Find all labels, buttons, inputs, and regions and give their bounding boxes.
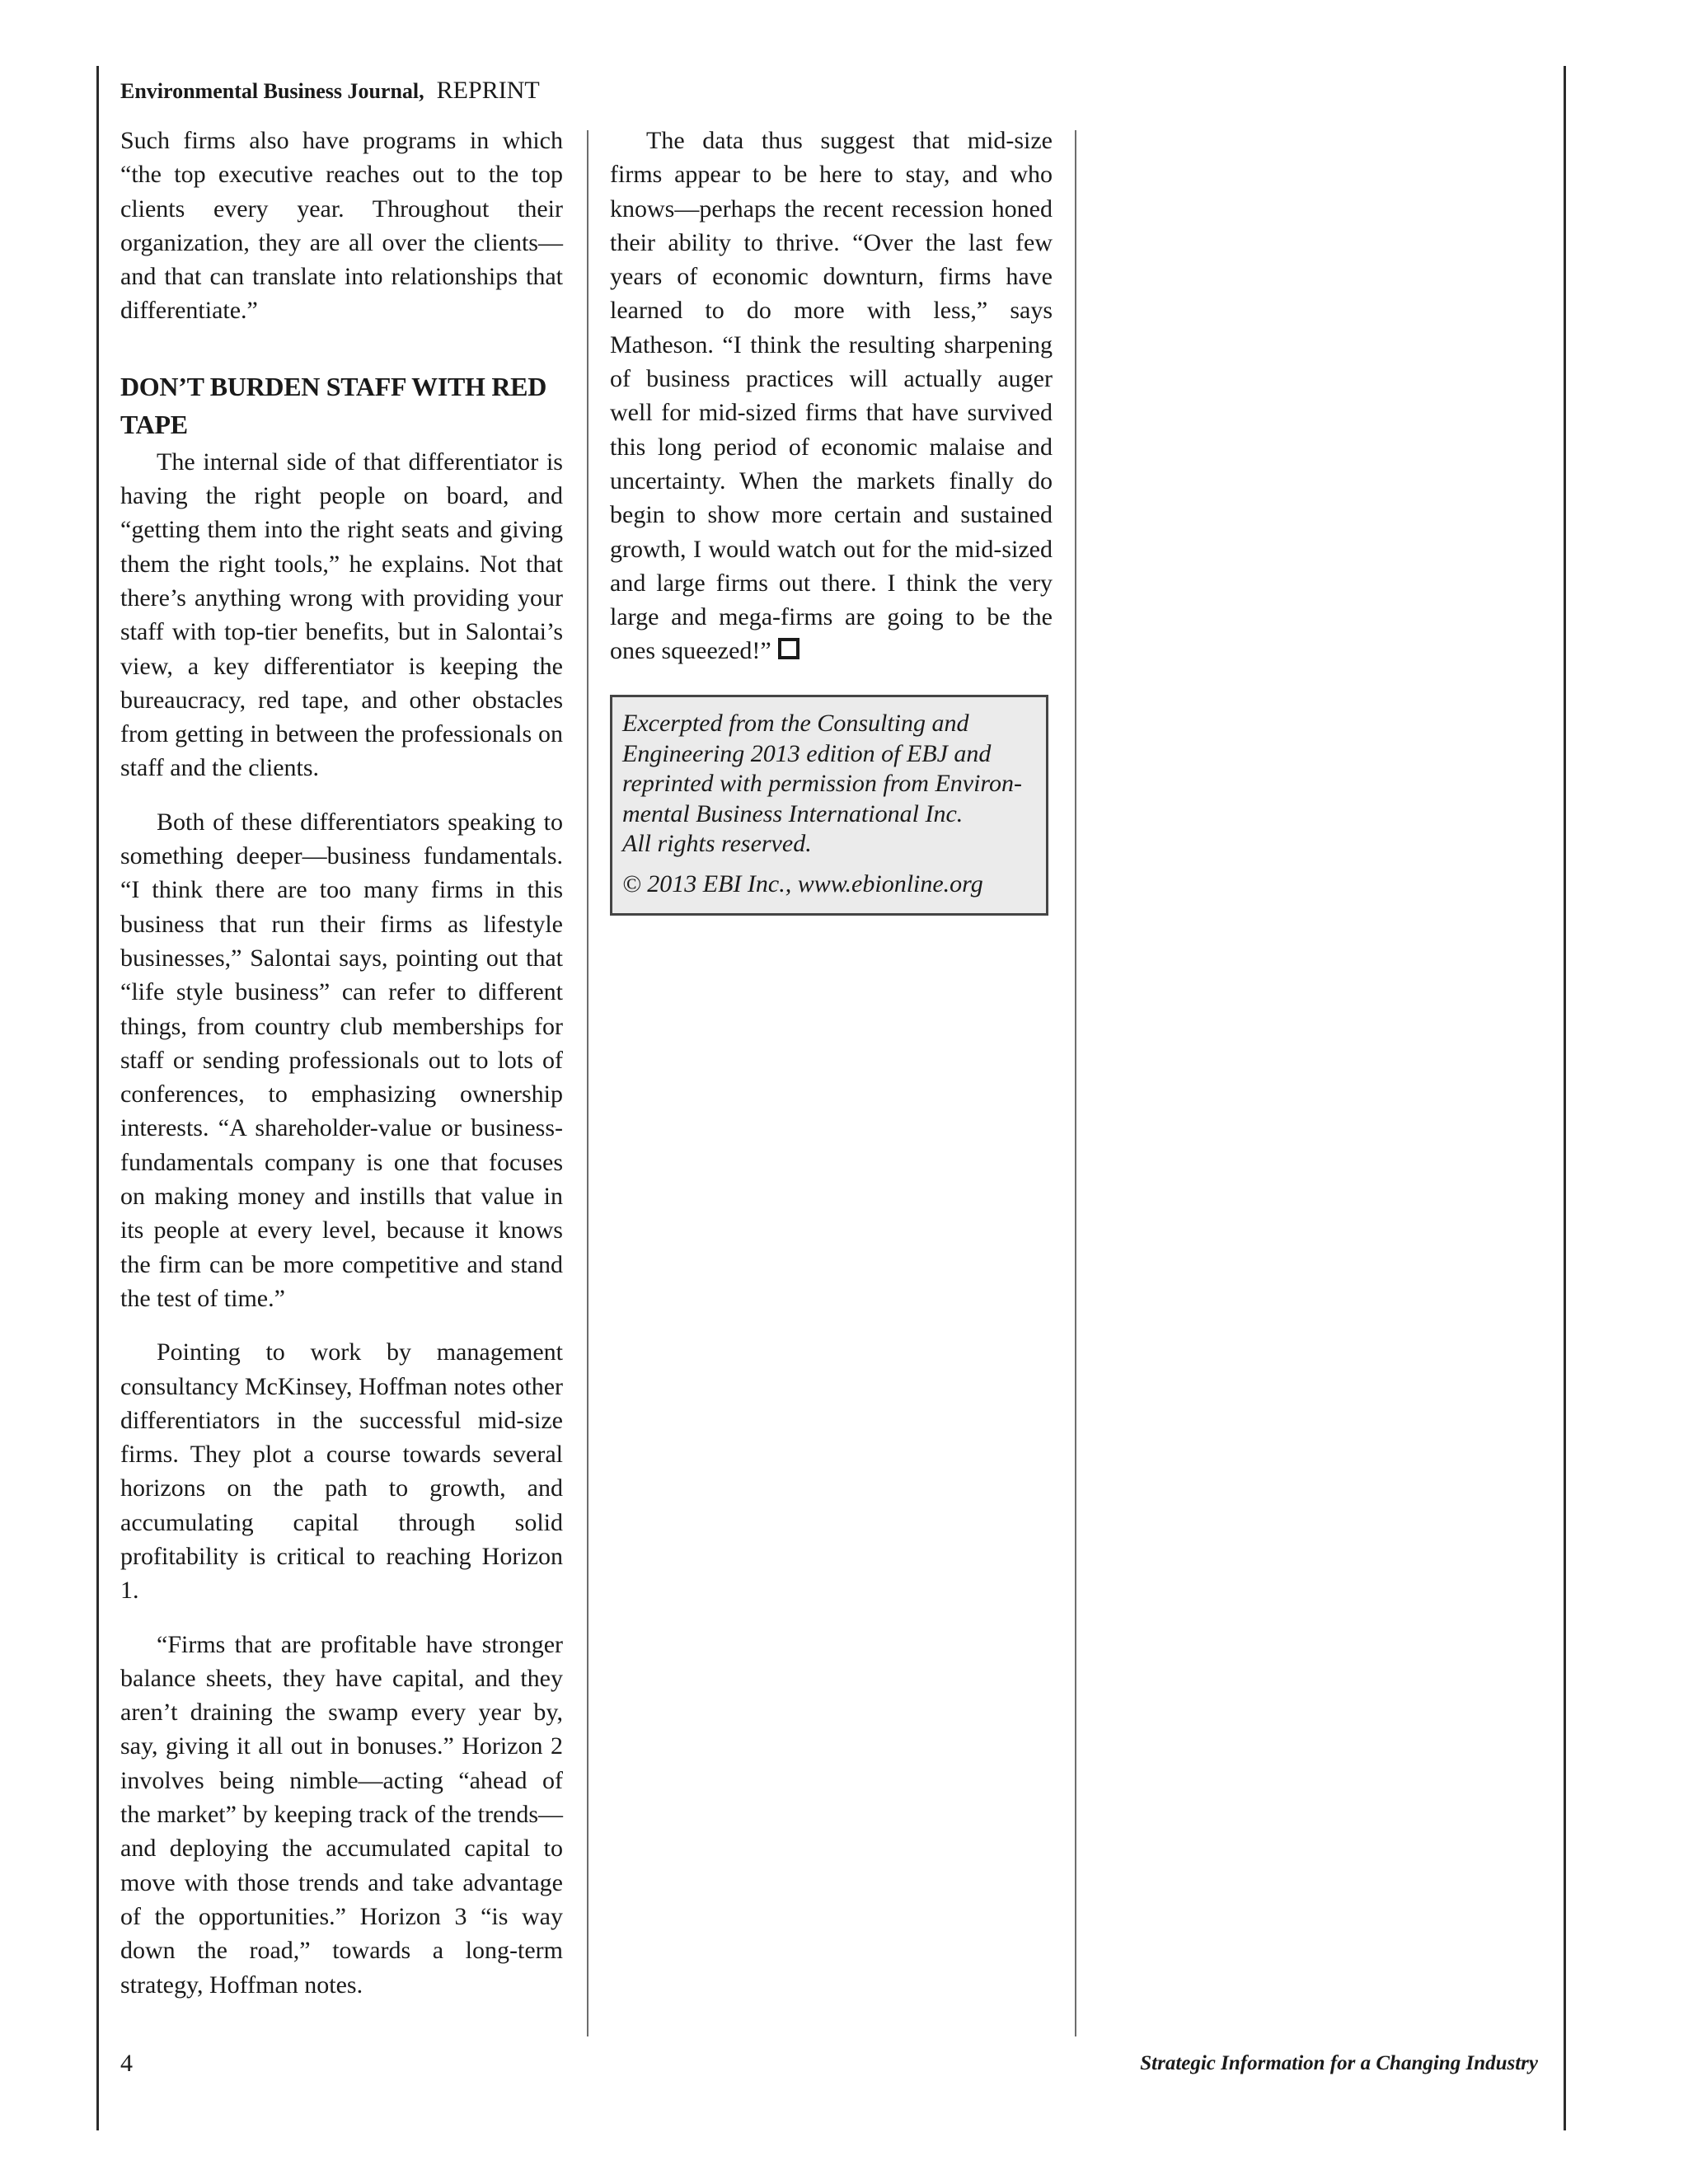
page-frame-right: [1564, 66, 1566, 2130]
permission-line: Engineering 2013 edition of EBJ and: [622, 739, 992, 767]
paragraph: Such firms also have programs in which “the top executive reaches out to the top clients every year. Throughout their organization, they are all over the clients—and that can translate into relationships that differentiate.”: [120, 127, 563, 325]
page-frame-left: [96, 66, 99, 2130]
permission-line: All rights reserved.: [622, 830, 812, 857]
paragraph-closing: [610, 124, 1053, 668]
journal-name: Environmental Business Journal,: [120, 79, 424, 103]
article-column-right: [610, 124, 1053, 688]
running-head: [120, 74, 540, 108]
paragraph: Both of these differentiators speaking to something deeper—business fundamentals. “I think there are too many firms in this business that run their firms as lifestyle businesses,” Salontai says, pointing out that “life style business” can refer to different things, from country club memberships for staff or sending professionals out to lots of conferences, to emphasizing ownership interests. “A shareholder-value or business-fundamentals company is one that focuses on making money and instills that value in its people at every level, because it knows the firm can be more competitive and stand the test of time.”: [120, 808, 563, 1312]
footer-tagline: Strategic Information for a Changing Industry: [1140, 2052, 1538, 2074]
permission-line: Excerpted from the Consulting and: [622, 710, 969, 737]
column-rule-right: [1075, 130, 1076, 2036]
paragraph: “Firms that are profitable have stronger balance sheets, they have capital, and they aren’t draining the swamp every year by, say, giving it all out in bonuses.” Horizon 2 involves being nimble—acting “ahead of the market” by keeping track of the trends—and deploying the accumulated capital to move with those trends and take advantage of the opportunities.” Horizon 3 “is way down the road,” towards a long-term strategy, Hoffman notes.: [120, 1630, 563, 1999]
paragraph: The internal side of that differentiator is having the right people on board, and “getting them into the right seats and giving them the right tools,” he explains. Not that there’s anything wrong with providing your staff with top-tier benefits, but in Salontai’s view, a key differentiator is keeping the bureaucracy, red tape, and other obstacles from getting in between the professionals on staff and the clients.: [120, 448, 563, 782]
paragraph-text: The data thus suggest that mid-size firms appear to be here to stay, and who knows—perhaps the recent recession honed their ability to thrive. “Over the last few years of economic downturn, firms have learned to do more with less,” says Matheson. “I think the resulting sharpening of business practices will actually auger well for mid-sized firms that have survived this long period of economic malaise and uncertainty. When the markets finally do begin to show more certain and sustained growth, I would watch out for the mid-sized and large firms out there. I think the very large and mega-firms are going to be the ones squeezed!”: [610, 127, 1053, 665]
permission-line: mental Business International Inc.: [622, 799, 964, 827]
copyright-credit: © 2013 EBI Inc., www.ebionline.org: [622, 869, 983, 898]
permission-line: reprinted with permission from Environ-: [622, 770, 1022, 797]
article-column-left: [120, 124, 563, 2022]
section-heading: DON’T BURDEN STAFF WITH RED TAPE: [120, 371, 547, 439]
end-of-article-square-icon: [778, 638, 799, 659]
reprint-label: REPRINT: [436, 77, 540, 104]
column-rule-left: [587, 130, 588, 2036]
page-number: 4: [120, 2050, 133, 2077]
reprint-permission-box: [610, 695, 1048, 916]
paragraph: Pointing to work by management consultancy McKinsey, Hoffman notes other differentiators in the successful mid-size firms. They plot a course towards several horizons on the path to growth, and accumulating capital through solid profitability is critical to reaching Horizon 1.: [120, 1338, 563, 1605]
